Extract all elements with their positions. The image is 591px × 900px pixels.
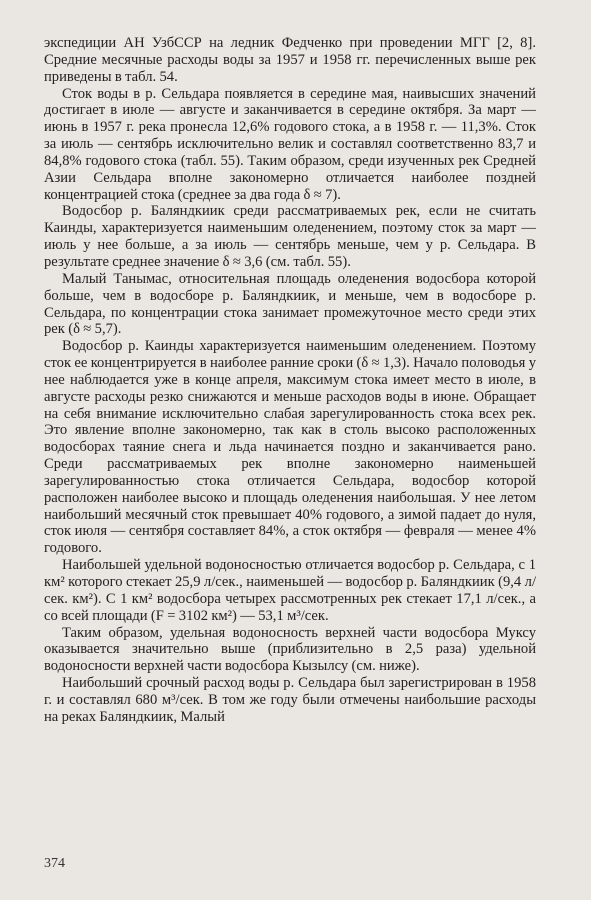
paragraph-7: Таким образом, удельная водоносность верхней части водосбора Муксу оказывается значительно выше (приблизительно в 2,5 раза) удельной водоносности верхней части водосбора Кызылсу (см. ниже). [44,624,536,675]
page-number: 374 [44,856,65,871]
paragraph-4: Малый Танымас, относительная площадь оледенения водосбора которой больше, чем в водосборе р. Баляндкиик, и меньше, чем в водосборе р. Сельдара, по концентрации стока занимает промежуточное место среди этих рек (δ ≈ 5,7). [44,270,536,338]
page-body [44,35,536,726]
paragraph-1: экспедиции АН УзбССР на ледник Федченко при проведении МГГ [2, 8]. Средние месячные расходы воды за 1957 и 1958 гг. перечисленных выше рек приведены в табл. 54. [44,35,536,85]
paragraph-8: Наибольший срочный расход воды р. Сельдара был зарегистрирован в 1958 г. и составлял 680 м³/сек. В том же году были отмечены наибольшие расходы на реках Баляндкиик, Малый [44,675,536,725]
paragraph-3: Водосбор р. Баляндкиик среди рассматриваемых рек, если не считать Каинды, характеризуется наименьшим оледенением, поэтому сток за март — июль у нее больше, а за июль — сентябрь меньше, чем у р. Сельдара. В результате среднее значение δ ≈ 3,6 (см. табл. 55). [44,203,536,270]
paragraph-5: Водосбор р. Каинды характеризуется наименьшим оледенением. Поэтому сток ее концентрируется в наиболее ранние сроки (δ ≈ 1,3). Начало половодья у нее наблюдается уже в конце апреля, максимум стока имеет место в июле, в августе расходы резко снижаются и меньше расходов воды в июне. Обращает на себя внимание исключительно слабая зарегулированность стока всех рек. Это явление вполне закономерно, так как в столь высоко расположенных водосборах таяние снега и льда начинается поздно и заканчивается рано. Среди рассматриваемых рек вполне закономерно наименьшей зарегулированностью стока отличается Сельдара, водосбор которой расположен наиболее высоко и площадь оледенения наибольшая. У нее летом наибольший месячный сток превышает 40% годового, а зимой падает до нуля, сток июля — сентября составляет 84%, а сток октября — февраля — менее 4% годового. [44,338,536,557]
paragraph-6: Наибольшей удельной водоносностью отличается водосбор р. Сельдара, с 1 км² которого стекает 25,9 л/сек., наименьшей — водосбор р. Баляндкиик (9,4 л/сек. км²). С 1 км² водосбора четырех рассмотренных рек стекает 17,1 л/сек., а со всей площади (F = 3102 км²) — 53,1 м³/сек. [44,557,536,624]
paragraph-2: Сток воды в р. Сельдара появляется в середине мая, наивысших значений достигает в июле — августе и заканчивается в середине октября. За март — июнь в 1957 г. река пронесла 12,6% годового стока, а в 1958 г. — 11,3%. Сток за июль — сентябрь исключительно велик и составлял соответственно 83,7 и 84,8% годового стока (табл. 55). Таким образом, среди изученных рек Средней Азии Сельдара вполне закономерно отличается наиболее поздней концентрацией стока (среднее за два года δ ≈ 7). [44,85,536,203]
